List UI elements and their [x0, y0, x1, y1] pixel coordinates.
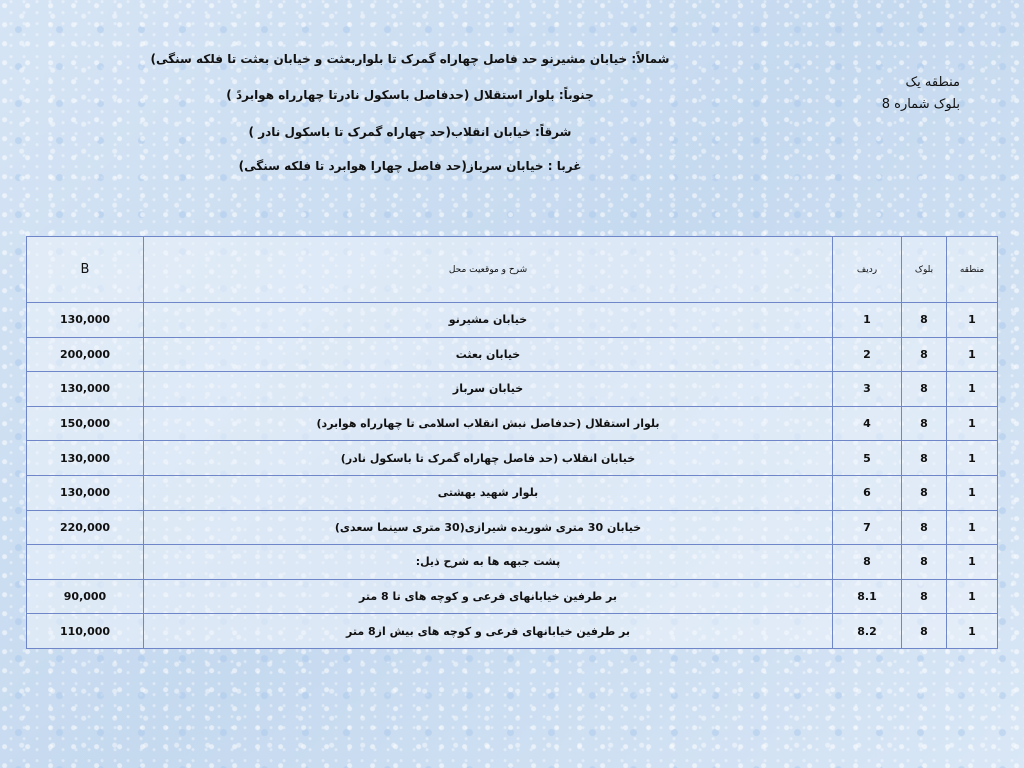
cell-region: 1	[947, 510, 998, 545]
cell-row-number: 6	[833, 475, 902, 510]
cell-b: 90,000	[27, 579, 144, 614]
cell-region: 1	[947, 372, 998, 407]
cell-region: 1	[947, 337, 998, 372]
cell-block: 8	[902, 579, 947, 614]
region-block-info	[882, 72, 960, 116]
south-boundary-text: جنوباً: بلوار استقلال (حدفاصل باسکول نادرتا چهارراه هوابردً )	[226, 88, 594, 102]
cell-description: پشت جبهه ها به شرح ذیل:	[144, 545, 833, 580]
cell-description: خیابان بعثت	[144, 337, 833, 372]
cell-description: بلوار شهید بهشتی	[144, 475, 833, 510]
cell-description: خیابان انقلاب (حد فاصل چهاراه گمرک تا باسکول نادر)	[144, 441, 833, 476]
table-row	[27, 372, 998, 407]
cell-b: 130,000	[27, 372, 144, 407]
cell-region: 1	[947, 614, 998, 649]
cell-row-number: 4	[833, 406, 902, 441]
cell-row-number: 8.2	[833, 614, 902, 649]
table-row	[27, 475, 998, 510]
cell-block: 8	[902, 372, 947, 407]
table-row	[27, 303, 998, 338]
cell-b	[27, 545, 144, 580]
east-boundary-text: شرقاً: خیابان انقلاب(حد چهاراه گمرک تا باسکول نادر )	[248, 125, 572, 139]
price-table	[26, 236, 998, 649]
north-boundary-text: شمالاً: خیابان مشیرنو حد فاصل چهاراه گمرک تا بلواربعثت و خیابان بعثت تا فلکه سنگی)	[150, 52, 670, 66]
cell-description: بر طرفین خیابانهای فرعی و کوچه های بیش از8 متر	[144, 614, 833, 649]
cell-row-number: 7	[833, 510, 902, 545]
cell-description: بر طرفین خیابانهای فرعی و کوچه های تا 8 متر	[144, 579, 833, 614]
cell-description: خیابان 30 متری شوریده شیرازی(30 متری سینما سعدی)	[144, 510, 833, 545]
cell-block: 8	[902, 475, 947, 510]
cell-row-number: 8	[833, 545, 902, 580]
cell-block: 8	[902, 545, 947, 580]
table-row	[27, 614, 998, 649]
cell-block: 8	[902, 303, 947, 338]
cell-b: 130,000	[27, 303, 144, 338]
cell-region: 1	[947, 545, 998, 580]
table-row	[27, 337, 998, 372]
table-row	[27, 579, 998, 614]
header-description: شرح و موقعیت محل	[144, 237, 833, 303]
cell-region: 1	[947, 579, 998, 614]
cell-description: خیابان سرباز	[144, 372, 833, 407]
cell-block: 8	[902, 406, 947, 441]
cell-row-number: 2	[833, 337, 902, 372]
cell-row-number: 1	[833, 303, 902, 338]
cell-block: 8	[902, 614, 947, 649]
west-boundary-text: غربا : خیابان سرباز(حد فاصل چهارا هوابرد تا فلکه سنگی)	[238, 159, 582, 173]
cell-row-number: 3	[833, 372, 902, 407]
cell-region: 1	[947, 475, 998, 510]
header-region: منطقه	[947, 237, 998, 303]
cell-description: بلوار استقلال (حدفاصل نبش انقلاب اسلامی تا چهارراه هوابرد)	[144, 406, 833, 441]
table-row	[27, 545, 998, 580]
cell-description: خیابان مشیرنو	[144, 303, 833, 338]
cell-b: 130,000	[27, 475, 144, 510]
cell-region: 1	[947, 303, 998, 338]
cell-row-number: 5	[833, 441, 902, 476]
cell-row-number: 8.1	[833, 579, 902, 614]
cell-block: 8	[902, 441, 947, 476]
cell-b: 200,000	[27, 337, 144, 372]
table-body	[27, 303, 998, 649]
table-header-row	[27, 237, 998, 303]
cell-b: 130,000	[27, 441, 144, 476]
block-title: بلوک شماره 8	[881, 97, 960, 112]
cell-block: 8	[902, 337, 947, 372]
header-row-number: ردیف	[833, 237, 902, 303]
header-b: B	[27, 237, 144, 303]
cell-block: 8	[902, 510, 947, 545]
table-row	[27, 510, 998, 545]
region-title: منطقه یک	[905, 75, 960, 90]
cell-b: 150,000	[27, 406, 144, 441]
cell-region: 1	[947, 441, 998, 476]
table-row	[27, 441, 998, 476]
table-row	[27, 406, 998, 441]
cell-b: 220,000	[27, 510, 144, 545]
header-block: بلوک	[902, 237, 947, 303]
cell-region: 1	[947, 406, 998, 441]
cell-b: 110,000	[27, 614, 144, 649]
